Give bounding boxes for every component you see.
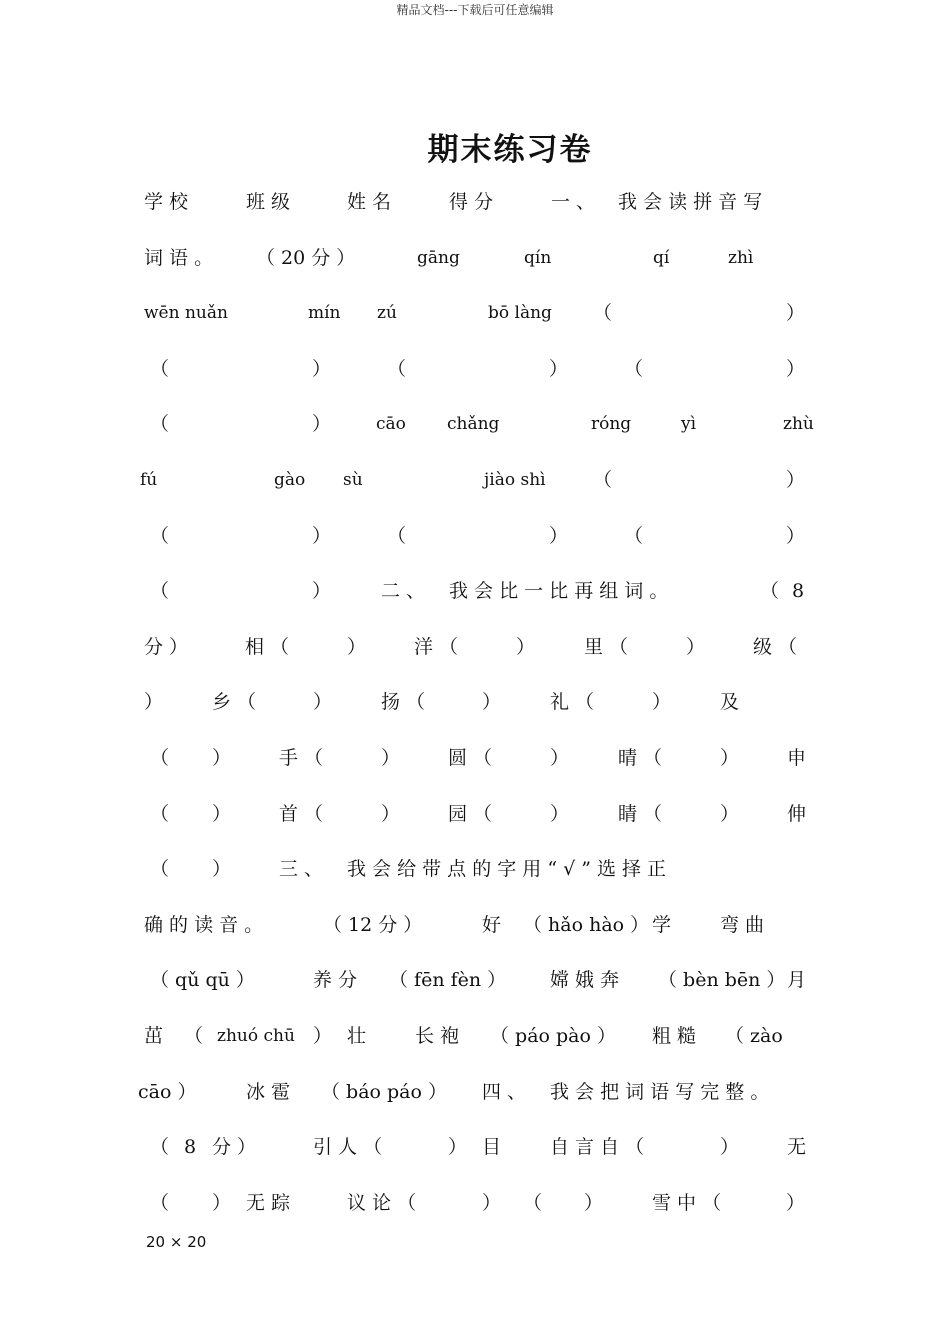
text-segment: ）: [212, 1192, 232, 1214]
page-header: 精品文档---下载后可任意编辑: [396, 3, 554, 17]
text-segment: （: [387, 525, 407, 547]
text-segment: ）: [786, 525, 806, 547]
text-segment: 确 的 读 音 。: [144, 914, 264, 936]
text-segment: ）: [786, 469, 806, 491]
text-segment: 四 、: [482, 1081, 527, 1103]
text-segment: ）: [482, 691, 502, 713]
text-segment: （ zào: [725, 1025, 783, 1047]
text-segment: （: [150, 580, 170, 602]
text-segment: （: [150, 803, 170, 825]
text-segment: （: [150, 413, 170, 435]
text-segment: ）: [312, 358, 332, 380]
text-segment: 茁: [144, 1025, 164, 1047]
text-segment: 扬 （: [381, 691, 426, 713]
text-segment: （ qǔ qū ）: [150, 969, 255, 991]
text-segment: ）: [786, 302, 806, 324]
text-segment: 分 ）: [212, 1136, 257, 1158]
text-segment: ）: [786, 358, 806, 380]
pinyin-text: sù: [343, 470, 363, 490]
text-segment: （: [150, 358, 170, 380]
text-segment: （: [760, 580, 780, 602]
text-line: [138, 185, 828, 219]
text-segment: 8: [792, 580, 805, 602]
page-title: 期末练习卷: [427, 132, 593, 168]
text-segment: 里 （: [584, 636, 629, 658]
text-segment: 我 会 比 一 比 再 组 词 。: [449, 580, 669, 602]
text-segment: ）: [584, 1192, 604, 1214]
text-segment: （: [150, 1136, 170, 1158]
text-segment: ）: [347, 636, 367, 658]
text-segment: 壮: [347, 1025, 367, 1047]
text-line: [138, 630, 828, 664]
text-segment: ）: [381, 747, 401, 769]
text-segment: 相 （: [245, 636, 290, 658]
text-segment: 议 论 （: [347, 1192, 417, 1214]
text-segment: （ 12 分 ）: [323, 914, 423, 936]
pinyin-text: zhù: [783, 414, 814, 434]
text-segment: （ páo pào ）: [490, 1025, 616, 1047]
text-segment: ）: [550, 803, 570, 825]
text-segment: 我 会 把 词 语 写 完 整 。: [550, 1081, 770, 1103]
text-segment: 无 踪: [246, 1192, 291, 1214]
text-segment: ）: [720, 803, 740, 825]
text-segment: 养 分: [313, 969, 358, 991]
text-segment: （: [150, 1192, 170, 1214]
text-line: [138, 908, 828, 942]
text-segment: ）: [652, 691, 672, 713]
text-segment: 好: [482, 914, 502, 936]
text-line: [138, 1130, 828, 1164]
text-segment: 无: [787, 1136, 807, 1158]
text-segment: （: [150, 858, 170, 880]
text-segment: ）: [312, 413, 332, 435]
text-segment: 长 袍: [415, 1025, 460, 1047]
text-segment: ）: [482, 1192, 502, 1214]
text-segment: 晴 （: [618, 747, 663, 769]
text-segment: （: [150, 525, 170, 547]
text-segment: 班 级: [246, 191, 291, 213]
text-segment: cāo ）: [138, 1081, 197, 1103]
pinyin-text: zú: [377, 303, 397, 323]
text-segment: 冰 雹: [246, 1081, 291, 1103]
text-segment: 及: [720, 691, 740, 713]
text-segment: （: [624, 525, 644, 547]
text-segment: ）: [786, 1192, 806, 1214]
text-segment: ）: [720, 747, 740, 769]
text-segment: （ hǎo hào ）: [523, 914, 650, 936]
text-segment: （: [150, 747, 170, 769]
text-segment: 三 、: [279, 858, 324, 880]
pinyin-text: zhuó chū: [217, 1026, 295, 1046]
text-segment: 得 分: [449, 191, 494, 213]
text-segment: 伸: [787, 803, 807, 825]
text-line: [138, 407, 828, 441]
text-segment: 礼 （: [550, 691, 595, 713]
text-segment: ）: [549, 358, 569, 380]
text-segment: （ 20 分 ）: [256, 247, 356, 269]
text-segment: 首 （: [279, 803, 324, 825]
text-segment: ）: [313, 691, 333, 713]
text-segment: 月: [787, 969, 807, 991]
text-segment: ）: [212, 803, 232, 825]
text-segment: （: [624, 358, 644, 380]
pinyin-text: fú: [140, 470, 158, 490]
text-segment: （: [593, 302, 613, 324]
text-segment: ）: [720, 1136, 740, 1158]
text-segment: ）: [549, 525, 569, 547]
pinyin-text: bō làng: [488, 303, 552, 323]
text-segment: 词 语 。: [144, 247, 214, 269]
text-segment: ）: [312, 580, 332, 602]
pinyin-text: yì: [681, 414, 697, 434]
text-segment: （: [184, 1025, 204, 1047]
text-segment: ）: [448, 1136, 468, 1158]
text-line: [138, 852, 828, 886]
text-segment: 洋 （: [414, 636, 459, 658]
text-segment: 目: [482, 1136, 502, 1158]
text-segment: ）: [212, 747, 232, 769]
text-segment: 睛 （: [618, 803, 663, 825]
pinyin-text: wēn nuǎn: [144, 303, 228, 323]
text-line: [138, 241, 828, 275]
text-line: [138, 1186, 828, 1220]
text-segment: ）: [381, 803, 401, 825]
text-segment: 手 （: [279, 747, 324, 769]
text-segment: 圆 （: [448, 747, 493, 769]
text-line: [138, 519, 828, 553]
text-segment: 一 、: [551, 191, 596, 213]
text-segment: 我 会 给 带 点 的 字 用 “ √ ” 选 择 正: [347, 858, 667, 880]
text-segment: 申: [787, 747, 807, 769]
pinyin-text: jiào shì: [484, 470, 546, 490]
text-segment: 雪 中 （: [652, 1192, 722, 1214]
text-segment: 园 （: [448, 803, 493, 825]
text-line: [138, 963, 828, 997]
text-segment: 我 会 读 拼 音 写: [618, 191, 763, 213]
text-segment: 粗 糙: [652, 1025, 697, 1047]
text-line: [138, 463, 828, 497]
text-line: [138, 741, 828, 775]
text-segment: 乡 （: [212, 691, 257, 713]
text-line: [138, 1075, 828, 1109]
text-segment: （ fēn fèn ）: [389, 969, 507, 991]
pinyin-text: chǎng: [447, 414, 500, 434]
text-segment: ）: [212, 858, 232, 880]
text-segment: （: [387, 358, 407, 380]
pinyin-text: gào: [274, 470, 306, 490]
text-segment: 自 言 自 （: [550, 1136, 645, 1158]
text-segment: 二 、: [381, 580, 426, 602]
text-segment: ）: [550, 747, 570, 769]
text-segment: 级 （: [753, 636, 798, 658]
text-segment: （: [593, 469, 613, 491]
text-segment: ）: [516, 636, 536, 658]
text-line: [138, 797, 828, 831]
text-segment: 8: [184, 1136, 197, 1158]
text-segment: 姓 名: [347, 191, 392, 213]
text-segment: 引 人 （: [313, 1136, 383, 1158]
pinyin-text: gāng: [417, 248, 460, 268]
text-segment: ）: [313, 1025, 333, 1047]
text-line: [138, 352, 828, 386]
text-segment: （ báo páo ）: [321, 1081, 447, 1103]
text-segment: ）: [686, 636, 706, 658]
text-segment: ）: [144, 691, 164, 713]
text-segment: 学: [652, 914, 672, 936]
text-segment: （ bèn bēn ）: [658, 969, 786, 991]
text-line: [138, 574, 828, 608]
pinyin-text: qí: [653, 248, 670, 268]
pinyin-text: róng: [591, 414, 632, 434]
pinyin-text: cāo: [376, 414, 406, 434]
page-footer: 20 × 20: [146, 1233, 207, 1251]
pinyin-text: zhì: [728, 248, 754, 268]
text-segment: （: [523, 1192, 543, 1214]
text-segment: 分 ）: [144, 636, 189, 658]
text-line: [138, 685, 828, 719]
text-segment: 学 校: [144, 191, 189, 213]
pinyin-text: qín: [524, 248, 552, 268]
text-segment: 弯 曲: [720, 914, 765, 936]
pinyin-text: mín: [308, 303, 341, 323]
text-line: [138, 296, 828, 330]
text-line: [138, 1019, 828, 1053]
text-segment: 嫦 娥 奔: [550, 969, 620, 991]
text-segment: ）: [312, 525, 332, 547]
